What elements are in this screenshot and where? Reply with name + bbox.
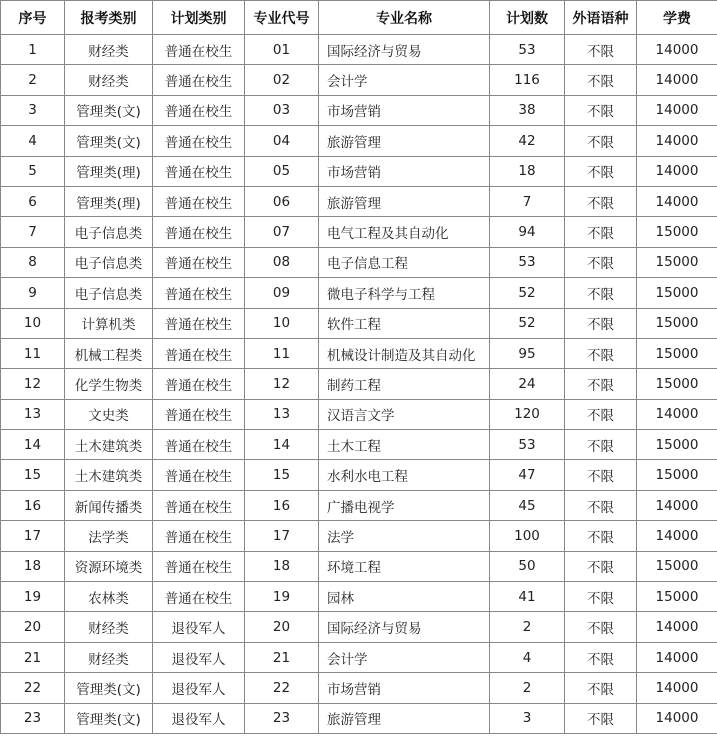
cell-tuition: 14000 [637, 399, 717, 429]
cell-major-code: 06 [245, 186, 319, 216]
cell-plan-category: 退役军人 [153, 612, 245, 642]
cell-major-code: 17 [245, 521, 319, 551]
cell-exam-category: 管理类(文) [65, 673, 153, 703]
cell-tuition: 14000 [637, 156, 717, 186]
cell-seq: 19 [1, 582, 65, 612]
cell-plan-count: 52 [490, 278, 565, 308]
cell-major-code: 15 [245, 460, 319, 490]
cell-major-name: 会计学 [319, 65, 490, 95]
cell-major-name: 旅游管理 [319, 186, 490, 216]
cell-plan-count: 41 [490, 582, 565, 612]
table-row [1, 369, 717, 399]
cell-major-code: 05 [245, 156, 319, 186]
cell-major-code: 14 [245, 430, 319, 460]
cell-exam-category: 法学类 [65, 521, 153, 551]
cell-exam-category: 管理类(文) [65, 95, 153, 125]
cell-major-code: 04 [245, 126, 319, 156]
cell-plan-count: 116 [490, 65, 565, 95]
cell-plan-category: 普通在校生 [153, 338, 245, 368]
cell-major-code: 23 [245, 703, 319, 733]
cell-plan-count: 45 [490, 490, 565, 520]
cell-seq: 16 [1, 490, 65, 520]
cell-language: 不限 [565, 399, 637, 429]
cell-seq: 13 [1, 399, 65, 429]
cell-major-name: 微电子科学与工程 [319, 278, 490, 308]
cell-tuition: 14000 [637, 521, 717, 551]
cell-tuition: 14000 [637, 642, 717, 672]
cell-seq: 5 [1, 156, 65, 186]
table-row [1, 430, 717, 460]
cell-exam-category: 管理类(理) [65, 186, 153, 216]
cell-exam-category: 管理类(理) [65, 156, 153, 186]
table-row [1, 338, 717, 368]
cell-plan-count: 53 [490, 35, 565, 65]
table-body [1, 35, 717, 734]
cell-plan-count: 2 [490, 673, 565, 703]
cell-plan-category: 普通在校生 [153, 490, 245, 520]
cell-exam-category: 财经类 [65, 642, 153, 672]
cell-seq: 3 [1, 95, 65, 125]
cell-seq: 23 [1, 703, 65, 733]
table-row [1, 490, 717, 520]
cell-major-name: 旅游管理 [319, 703, 490, 733]
cell-seq: 2 [1, 65, 65, 95]
cell-exam-category: 化学生物类 [65, 369, 153, 399]
cell-major-name: 市场营销 [319, 673, 490, 703]
cell-plan-category: 普通在校生 [153, 551, 245, 581]
cell-exam-category: 财经类 [65, 612, 153, 642]
cell-tuition: 15000 [637, 308, 717, 338]
cell-exam-category: 机械工程类 [65, 338, 153, 368]
cell-plan-category: 普通在校生 [153, 369, 245, 399]
cell-plan-count: 52 [490, 308, 565, 338]
cell-major-name: 软件工程 [319, 308, 490, 338]
cell-language: 不限 [565, 703, 637, 733]
cell-plan-count: 47 [490, 460, 565, 490]
cell-tuition: 14000 [637, 126, 717, 156]
cell-seq: 21 [1, 642, 65, 672]
table-row [1, 642, 717, 672]
cell-plan-count: 100 [490, 521, 565, 551]
cell-exam-category: 管理类(文) [65, 703, 153, 733]
cell-plan-category: 普通在校生 [153, 217, 245, 247]
cell-exam-category: 文史类 [65, 399, 153, 429]
cell-seq: 9 [1, 278, 65, 308]
cell-plan-category: 普通在校生 [153, 460, 245, 490]
cell-tuition: 15000 [637, 338, 717, 368]
cell-plan-category: 退役军人 [153, 673, 245, 703]
header-plan-count: 计划数 [490, 1, 565, 35]
cell-plan-category: 普通在校生 [153, 95, 245, 125]
cell-language: 不限 [565, 673, 637, 703]
table-row [1, 399, 717, 429]
cell-plan-category: 普通在校生 [153, 278, 245, 308]
cell-plan-category: 普通在校生 [153, 399, 245, 429]
cell-plan-count: 94 [490, 217, 565, 247]
cell-plan-count: 2 [490, 612, 565, 642]
cell-exam-category: 财经类 [65, 35, 153, 65]
cell-tuition: 15000 [637, 217, 717, 247]
cell-plan-category: 普通在校生 [153, 247, 245, 277]
cell-plan-category: 退役军人 [153, 703, 245, 733]
cell-exam-category: 新闻传播类 [65, 490, 153, 520]
cell-major-name: 会计学 [319, 642, 490, 672]
cell-major-code: 20 [245, 612, 319, 642]
cell-major-name: 汉语言文学 [319, 399, 490, 429]
cell-major-name: 土木工程 [319, 430, 490, 460]
cell-seq: 22 [1, 673, 65, 703]
cell-major-code: 21 [245, 642, 319, 672]
cell-major-code: 03 [245, 95, 319, 125]
cell-tuition: 15000 [637, 551, 717, 581]
cell-seq: 4 [1, 126, 65, 156]
header-tuition: 学费 [637, 1, 717, 35]
cell-exam-category: 财经类 [65, 65, 153, 95]
cell-tuition: 15000 [637, 430, 717, 460]
cell-tuition: 14000 [637, 35, 717, 65]
cell-language: 不限 [565, 369, 637, 399]
cell-major-name: 机械设计制造及其自动化 [319, 338, 490, 368]
cell-major-name: 环境工程 [319, 551, 490, 581]
cell-tuition: 15000 [637, 369, 717, 399]
cell-language: 不限 [565, 126, 637, 156]
cell-exam-category: 农林类 [65, 582, 153, 612]
cell-exam-category: 电子信息类 [65, 278, 153, 308]
table-row [1, 308, 717, 338]
cell-plan-category: 普通在校生 [153, 582, 245, 612]
table-header-row [1, 1, 717, 35]
cell-tuition: 14000 [637, 673, 717, 703]
cell-seq: 17 [1, 521, 65, 551]
table-row [1, 673, 717, 703]
cell-seq: 11 [1, 338, 65, 368]
cell-plan-category: 退役军人 [153, 642, 245, 672]
cell-language: 不限 [565, 551, 637, 581]
cell-exam-category: 土木建筑类 [65, 460, 153, 490]
cell-tuition: 14000 [637, 65, 717, 95]
cell-seq: 14 [1, 430, 65, 460]
cell-major-name: 法学 [319, 521, 490, 551]
cell-major-name: 广播电视学 [319, 490, 490, 520]
cell-plan-category: 普通在校生 [153, 126, 245, 156]
cell-major-name: 园林 [319, 582, 490, 612]
cell-language: 不限 [565, 65, 637, 95]
cell-plan-count: 50 [490, 551, 565, 581]
cell-language: 不限 [565, 430, 637, 460]
cell-major-code: 09 [245, 278, 319, 308]
table-row [1, 521, 717, 551]
cell-seq: 7 [1, 217, 65, 247]
cell-major-name: 旅游管理 [319, 126, 490, 156]
table-row [1, 65, 717, 95]
table-row [1, 217, 717, 247]
cell-major-code: 19 [245, 582, 319, 612]
header-major-code: 专业代号 [245, 1, 319, 35]
cell-plan-count: 53 [490, 247, 565, 277]
cell-language: 不限 [565, 35, 637, 65]
cell-plan-count: 18 [490, 156, 565, 186]
table-row [1, 186, 717, 216]
cell-seq: 6 [1, 186, 65, 216]
table-row [1, 551, 717, 581]
cell-tuition: 14000 [637, 186, 717, 216]
cell-major-code: 08 [245, 247, 319, 277]
cell-language: 不限 [565, 642, 637, 672]
cell-plan-count: 24 [490, 369, 565, 399]
cell-major-code: 22 [245, 673, 319, 703]
cell-plan-count: 53 [490, 430, 565, 460]
cell-seq: 10 [1, 308, 65, 338]
table-row [1, 582, 717, 612]
cell-language: 不限 [565, 217, 637, 247]
cell-major-name: 水利水电工程 [319, 460, 490, 490]
cell-language: 不限 [565, 95, 637, 125]
cell-plan-category: 普通在校生 [153, 65, 245, 95]
cell-major-name: 国际经济与贸易 [319, 35, 490, 65]
cell-language: 不限 [565, 338, 637, 368]
cell-language: 不限 [565, 612, 637, 642]
header-language: 外语语种 [565, 1, 637, 35]
cell-major-name: 制药工程 [319, 369, 490, 399]
cell-tuition: 14000 [637, 612, 717, 642]
cell-plan-count: 7 [490, 186, 565, 216]
cell-plan-count: 42 [490, 126, 565, 156]
table-row [1, 612, 717, 642]
table-row [1, 95, 717, 125]
cell-major-name: 国际经济与贸易 [319, 612, 490, 642]
cell-language: 不限 [565, 156, 637, 186]
cell-major-name: 电气工程及其自动化 [319, 217, 490, 247]
cell-plan-category: 普通在校生 [153, 156, 245, 186]
cell-tuition: 15000 [637, 247, 717, 277]
cell-exam-category: 土木建筑类 [65, 430, 153, 460]
cell-major-code: 13 [245, 399, 319, 429]
table-row [1, 703, 717, 733]
cell-seq: 18 [1, 551, 65, 581]
cell-plan-count: 120 [490, 399, 565, 429]
table-row [1, 247, 717, 277]
header-exam-category: 报考类别 [65, 1, 153, 35]
cell-plan-category: 普通在校生 [153, 35, 245, 65]
cell-seq: 1 [1, 35, 65, 65]
cell-major-name: 市场营销 [319, 156, 490, 186]
cell-plan-category: 普通在校生 [153, 308, 245, 338]
cell-seq: 20 [1, 612, 65, 642]
cell-seq: 8 [1, 247, 65, 277]
table-row [1, 460, 717, 490]
cell-exam-category: 计算机类 [65, 308, 153, 338]
cell-major-name: 电子信息工程 [319, 247, 490, 277]
cell-tuition: 14000 [637, 703, 717, 733]
cell-seq: 12 [1, 369, 65, 399]
table-row [1, 126, 717, 156]
cell-plan-category: 普通在校生 [153, 186, 245, 216]
cell-language: 不限 [565, 308, 637, 338]
cell-language: 不限 [565, 582, 637, 612]
cell-plan-count: 3 [490, 703, 565, 733]
cell-language: 不限 [565, 521, 637, 551]
cell-plan-category: 普通在校生 [153, 521, 245, 551]
cell-plan-count: 4 [490, 642, 565, 672]
cell-major-code: 10 [245, 308, 319, 338]
table-row [1, 156, 717, 186]
cell-major-code: 12 [245, 369, 319, 399]
cell-tuition: 15000 [637, 278, 717, 308]
cell-exam-category: 电子信息类 [65, 217, 153, 247]
cell-language: 不限 [565, 460, 637, 490]
cell-major-code: 18 [245, 551, 319, 581]
cell-tuition: 14000 [637, 95, 717, 125]
cell-language: 不限 [565, 490, 637, 520]
cell-tuition: 15000 [637, 582, 717, 612]
cell-tuition: 14000 [637, 490, 717, 520]
cell-language: 不限 [565, 247, 637, 277]
cell-exam-category: 管理类(文) [65, 126, 153, 156]
cell-major-name: 市场营销 [319, 95, 490, 125]
header-seq: 序号 [1, 1, 65, 35]
cell-exam-category: 资源环境类 [65, 551, 153, 581]
cell-plan-count: 38 [490, 95, 565, 125]
header-plan-category: 计划类别 [153, 1, 245, 35]
cell-tuition: 15000 [637, 460, 717, 490]
cell-major-code: 16 [245, 490, 319, 520]
table-row [1, 278, 717, 308]
cell-language: 不限 [565, 278, 637, 308]
header-major-name: 专业名称 [319, 1, 490, 35]
cell-major-code: 02 [245, 65, 319, 95]
table-row [1, 35, 717, 65]
cell-major-code: 01 [245, 35, 319, 65]
cell-language: 不限 [565, 186, 637, 216]
cell-plan-category: 普通在校生 [153, 430, 245, 460]
cell-major-code: 11 [245, 338, 319, 368]
cell-plan-count: 95 [490, 338, 565, 368]
cell-seq: 15 [1, 460, 65, 490]
cell-exam-category: 电子信息类 [65, 247, 153, 277]
cell-major-code: 07 [245, 217, 319, 247]
